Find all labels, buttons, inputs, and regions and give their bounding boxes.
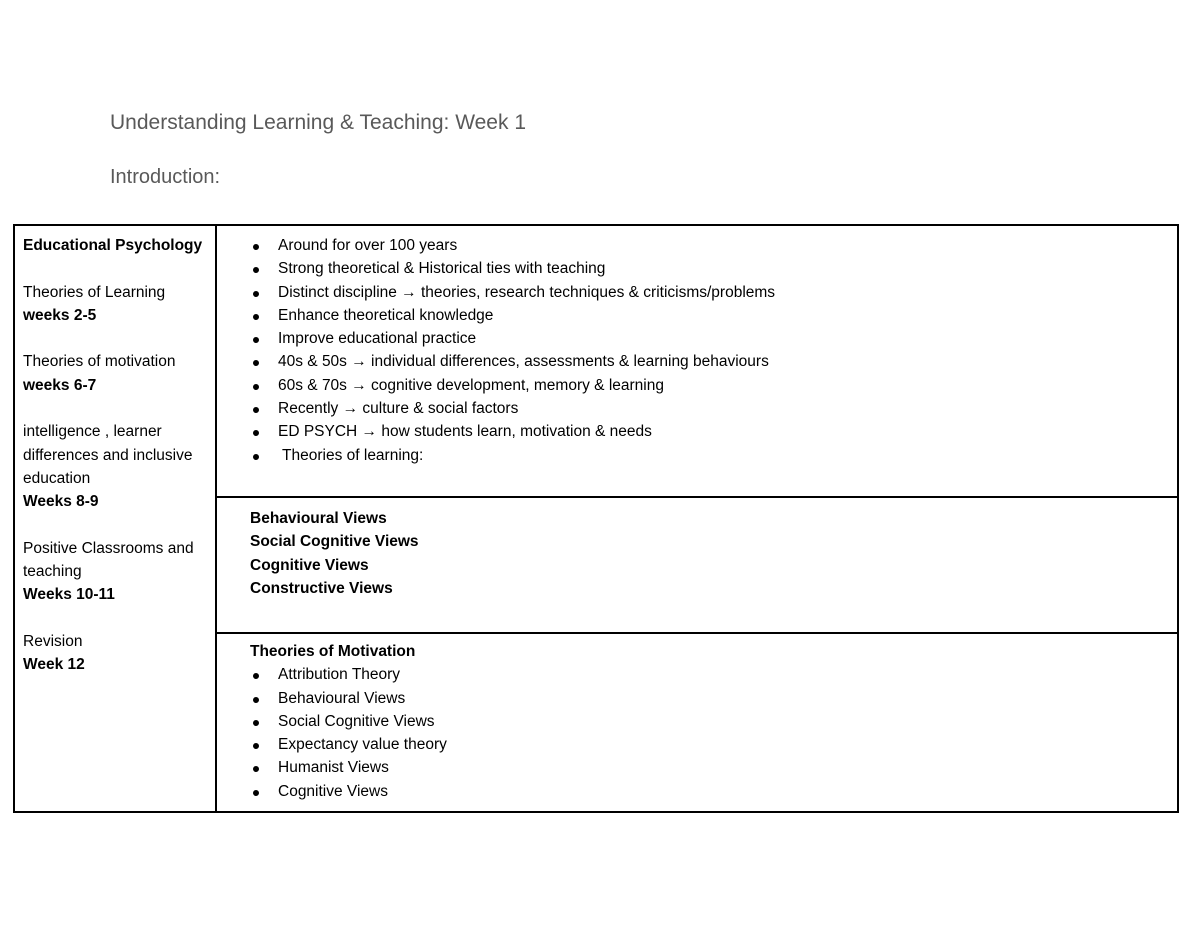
list-item: Social Cognitive Views <box>250 533 419 551</box>
overview-list <box>250 234 775 467</box>
notes-table <box>13 224 1179 813</box>
list-item: 40s & 50s → individual differences, assessments & learning behaviours <box>250 350 775 373</box>
list-item: Enhance theoretical knowledge <box>250 304 775 327</box>
list-item: Humanist Views <box>250 756 447 779</box>
learning-views-cell <box>250 507 419 600</box>
motivation-list <box>250 663 447 803</box>
list-item: Cognitive Views <box>250 556 369 574</box>
list-item: Behavioural Views <box>250 510 387 527</box>
topics-column <box>23 234 211 700</box>
list-item: Distinct discipline → theories, research techniques & criticisms/problems <box>250 281 775 304</box>
list-item: Recently → culture & social factors <box>250 397 775 420</box>
row-divider <box>215 496 1177 498</box>
column-divider <box>215 226 217 811</box>
list-item: Theories of learning: <box>250 444 775 467</box>
list-item: Improve educational practice <box>250 327 775 350</box>
row-divider <box>215 632 1177 634</box>
document-title: Understanding Learning & Teaching: Week 1 <box>110 111 527 134</box>
list-item: 60s & 70s → cognitive development, memory & learning <box>250 374 775 397</box>
overview-cell <box>250 234 775 467</box>
list-item: Constructive Views <box>250 579 393 597</box>
list-item: Around for over 100 years <box>250 234 775 257</box>
motivation-heading: Theories of Motivation <box>250 643 416 660</box>
topic-entry: Theories of Learning weeks 2-5 <box>23 283 166 324</box>
list-item: Expectancy value theory <box>250 733 447 756</box>
list-item: Behavioural Views <box>250 687 447 710</box>
topic-entry: Revision Week 12 <box>23 633 85 674</box>
topic-entry: intelligence , learner differences and inclusive education Weeks 8-9 <box>23 423 193 511</box>
list-item: ED PSYCH → how students learn, motivation & needs <box>250 420 775 443</box>
topic-entry: Positive Classrooms and teaching Weeks 10-11 <box>23 539 194 604</box>
list-item: Strong theoretical & Historical ties with teaching <box>250 257 775 280</box>
topics-heading: Educational Psychology <box>23 237 203 254</box>
list-item: Cognitive Views <box>250 780 447 803</box>
list-item: Attribution Theory <box>250 663 447 686</box>
topic-entry: Theories of motivation weeks 6-7 <box>23 353 176 394</box>
section-heading: Introduction: <box>110 166 221 188</box>
motivation-cell <box>250 640 447 803</box>
list-item: Social Cognitive Views <box>250 710 447 733</box>
